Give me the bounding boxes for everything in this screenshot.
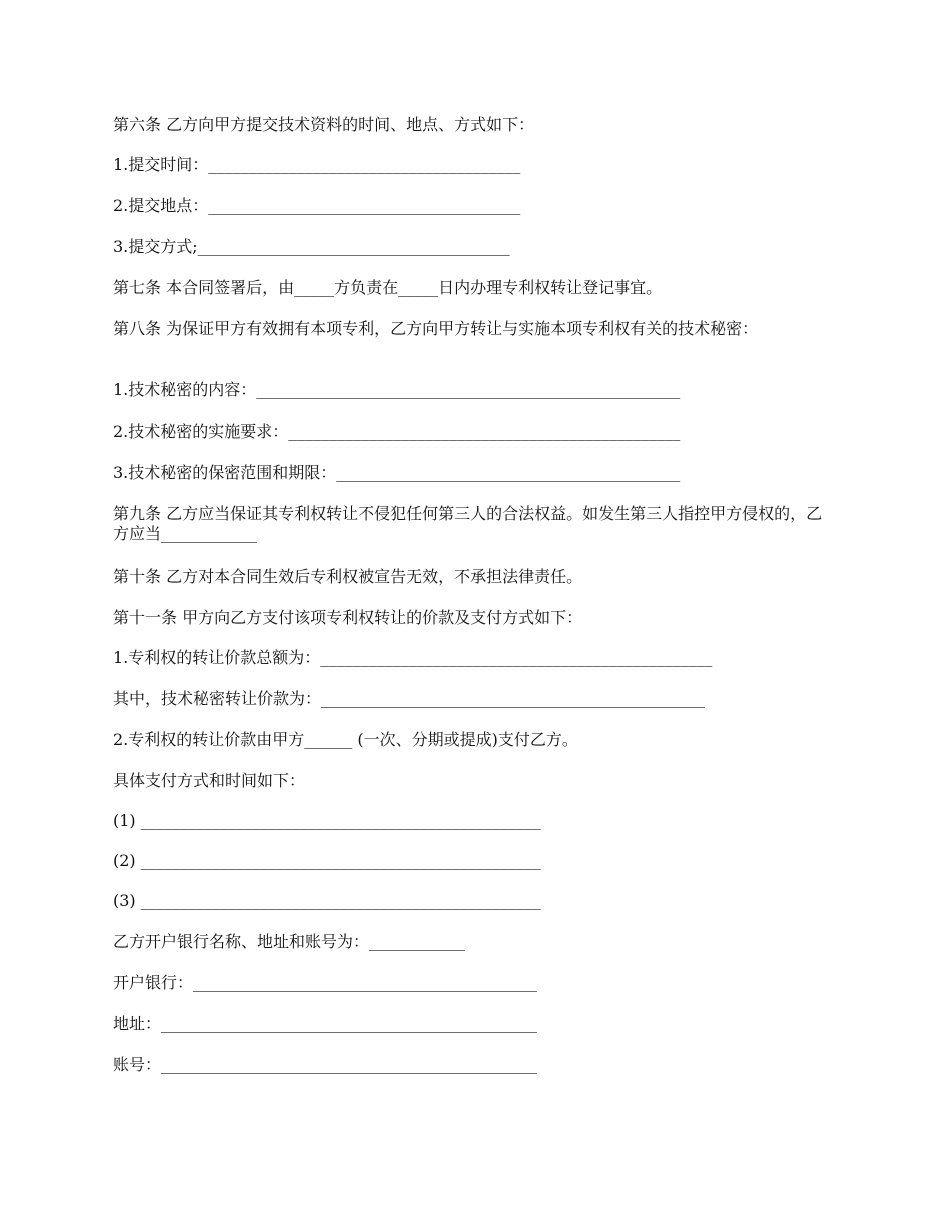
payment-item-3: (3) __________________________________________________ — [113, 891, 541, 910]
article-11: 第十一条 甲方向乙方支付该项专利权转让的价款及支付方式如下： — [113, 608, 583, 627]
article-6-item-3: 3.提交方式;_______________________________________ — [113, 237, 510, 256]
bank-intro: 乙方开户银行名称、地址和账号为：____________ — [113, 932, 466, 951]
payment-item-2: (2) __________________________________________________ — [113, 851, 541, 870]
article-11-item-1-sub: 其中，技术秘密转让价款为：________________________________________________ — [113, 689, 706, 708]
bank-name: 开户银行：___________________________________________ — [113, 973, 538, 992]
bank-account: 账号：_______________________________________________ — [113, 1055, 538, 1074]
article-10: 第十条 乙方对本合同生效后专利权被宣告无效，不承担法律责任。 — [113, 567, 583, 586]
article-11-item-2: 2.专利权的转让价款由甲方______ (一次、分期或提成)支付乙方。 — [113, 730, 578, 749]
article-6-item-1: 1.提交时间：_______________________________________ — [113, 155, 521, 174]
article-11-item-1: 1.专利权的转让价款总额为：_________________________________________________ — [113, 648, 713, 667]
article-8: 第八条 为保证甲方有效拥有本项专利，乙方向甲方转让与实施本项专利权有关的技术秘密： — [113, 319, 759, 338]
article-8-item-1: 1.技术秘密的内容：_____________________________________________________ — [113, 380, 681, 399]
payment-item-1: (1) __________________________________________________ — [113, 811, 541, 830]
article-7: 第七条 本合同签署后，由_____方负责在_____日内办理专利权转让登记事宜。 — [113, 278, 663, 297]
article-9: 第九条 乙方应当保证其专利权转让不侵犯任何第三人的合法权益。如发生第三人指控甲方侵权的，乙方应当____________ — [113, 504, 823, 543]
payment-intro: 具体支付方式和时间如下： — [113, 771, 306, 790]
bank-address: 地址：_______________________________________________ — [113, 1014, 538, 1033]
article-8-item-2: 2.技术秘密的实施要求：_________________________________________________ — [113, 422, 681, 441]
article-6-item-2: 2.提交地点：_______________________________________ — [113, 196, 521, 215]
article-8-item-3: 3.技术秘密的保密范围和期限：___________________________________________ — [113, 463, 681, 482]
article-6: 第六条 乙方向甲方提交技术资料的时间、地点、方式如下： — [113, 115, 535, 134]
